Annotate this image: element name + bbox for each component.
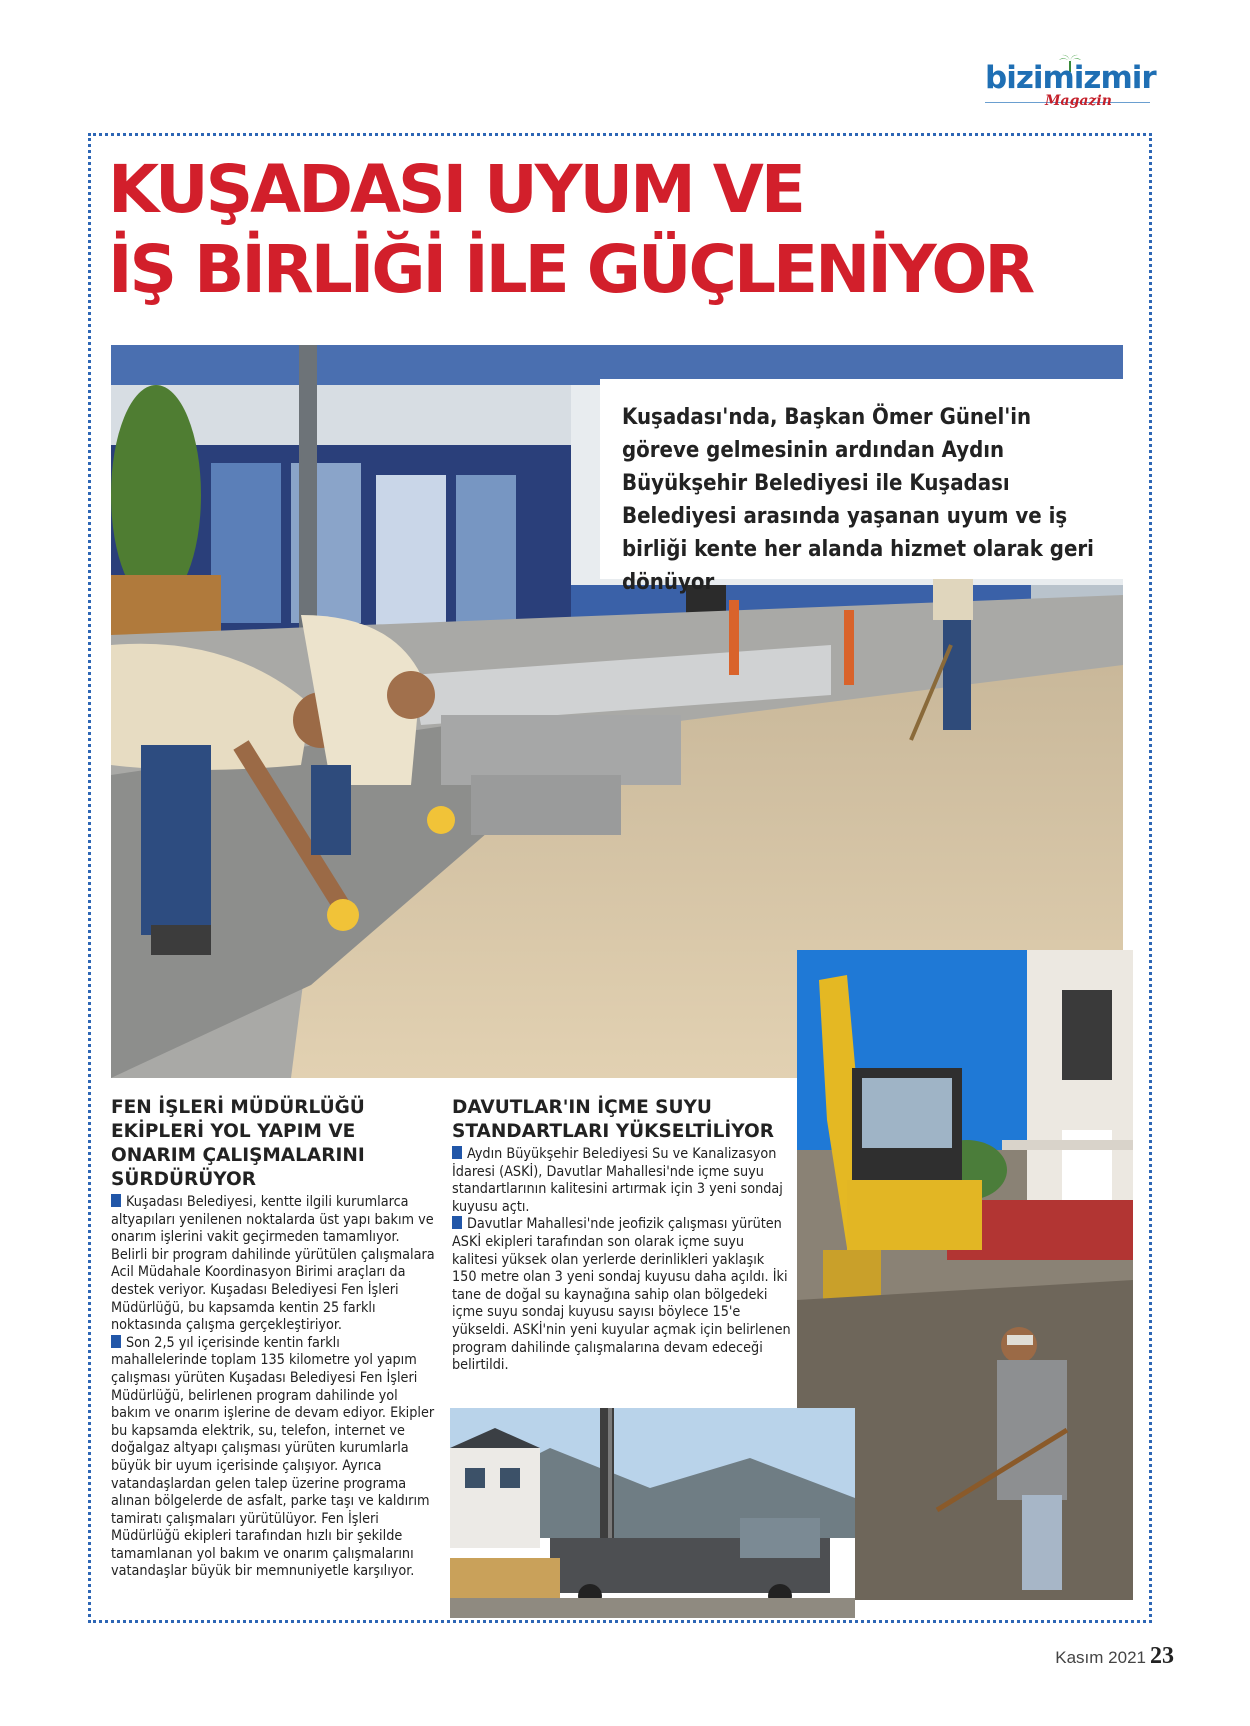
brand-name: bizimizmir — [985, 60, 1156, 96]
page-number: 23 — [1150, 1643, 1174, 1669]
article-column-1 — [111, 1096, 439, 1581]
bullet-square-icon — [452, 1216, 462, 1229]
magazine-logo — [985, 60, 1156, 112]
section-heading-water: DAVUTLAR'IN İÇME SUYU STANDARTLARI YÜKSELTİLİYOR — [452, 1097, 775, 1142]
paragraph: Kuşadası Belediyesi, kentte ilgili kurumlarca altyapıları yenilenen noktalarda üst yapı bakım ve onarım işlerini vakit geçirmeden tamamlıyor. Belirli bir program dahilinde yürütülen çalışmalara Acil Müdahale Koordinasyon Birimi araçları da destek veriyor. Kuşadası Belediyesi Fen İşleri Müdürlüğü, bu kapsamda kentin 25 farklı noktasında çalışma gerçekleştiriyor. — [111, 1194, 435, 1334]
headline-line-1: KUŞADASI UYUM VE — [108, 151, 803, 228]
headline-line-2: İŞ BİRLİĞİ İLE GÜÇLENİYOR — [108, 231, 1033, 308]
bullet-square-icon — [111, 1194, 121, 1207]
lead-text: Kuşadası'nda, Başkan Ömer Günel'in göreve gelmesinin ardından Aydın Büyükşehir Belediyesi ile Kuşadası Belediyesi arasında yaşanan uyum ve iş birliği kente her alanda hizmet olarak geri dönüyor — [622, 405, 1094, 595]
article-column-2 — [452, 1096, 792, 1375]
headline — [108, 150, 1138, 310]
issue-date: Kasım 2021 — [1055, 1648, 1146, 1667]
drilling-rig-photo — [450, 1408, 855, 1618]
lead-box — [600, 379, 1123, 595]
section-heading-roadworks: FEN İŞLERİ MÜDÜRLÜĞÜ EKİPLERİ YOL YAPIM VE ONARIM ÇALIŞMALARINI SÜRDÜRÜYOR — [111, 1097, 365, 1190]
paragraph: Son 2,5 yıl içerisinde kentin farklı mahallelerinde toplam 135 kilometre yol yapım çalışması yürüten Kuşadası Belediyesi Fen İşleri Müdürlüğü, belirlenen program dahilinde yol bakım ve onarım işlerine de devam ediyor. Ekipler bu kapsamda elektrik, su, telefon, internet ve doğalgaz altyapı çalışması yürüten kurumlarla büyük bir uyum içerisinde çalışıyor. Ayrıca vatandaşlardan gelen talep üzerine programa alınan bölgelerde de asfalt, parke taşı ve kaldırım tamiratı çalışmaları yürütülüyor. Fen İşleri Müdürlüğü ekipleri tarafından hızlı bir şekilde tamamlanan yol bakım ve onarım çalışmalarını vatandaşlar büyük bir memnuniyetle karşılıyor. — [111, 1334, 435, 1580]
brand-subtitle: Magazin — [1045, 93, 1112, 109]
bullet-square-icon — [111, 1335, 121, 1348]
paragraph: Davutlar Mahallesi'nde jeofizik çalışması yürüten ASKİ ekipleri tarafından son olarak içme suyu kalitesi yüksek olan yerlerde derinlikleri yaklaşık 150 metre olan 3 yeni sondaj kuyusu daha açıldı. İki tane de doğal su kaynağına sahip olan bölgedeki içme suyu sondaj kuyusu sayısı böylece 15'e yükseldi. ASKİ'nin yeni kuyular açmak için belirlenen program dahilinde çalışmalarına devam edeceği belirtildi. — [452, 1216, 791, 1374]
page-footer — [1055, 1643, 1174, 1670]
paragraph: Aydın Büyükşehir Belediyesi Su ve Kanalizasyon İdaresi (ASKİ), Davutlar Mahallesi'nde içme suyu standartlarının kalitesini artırmak için 3 yeni sondaj kuyusu açtı. — [452, 1146, 783, 1215]
bullet-square-icon — [452, 1146, 462, 1159]
